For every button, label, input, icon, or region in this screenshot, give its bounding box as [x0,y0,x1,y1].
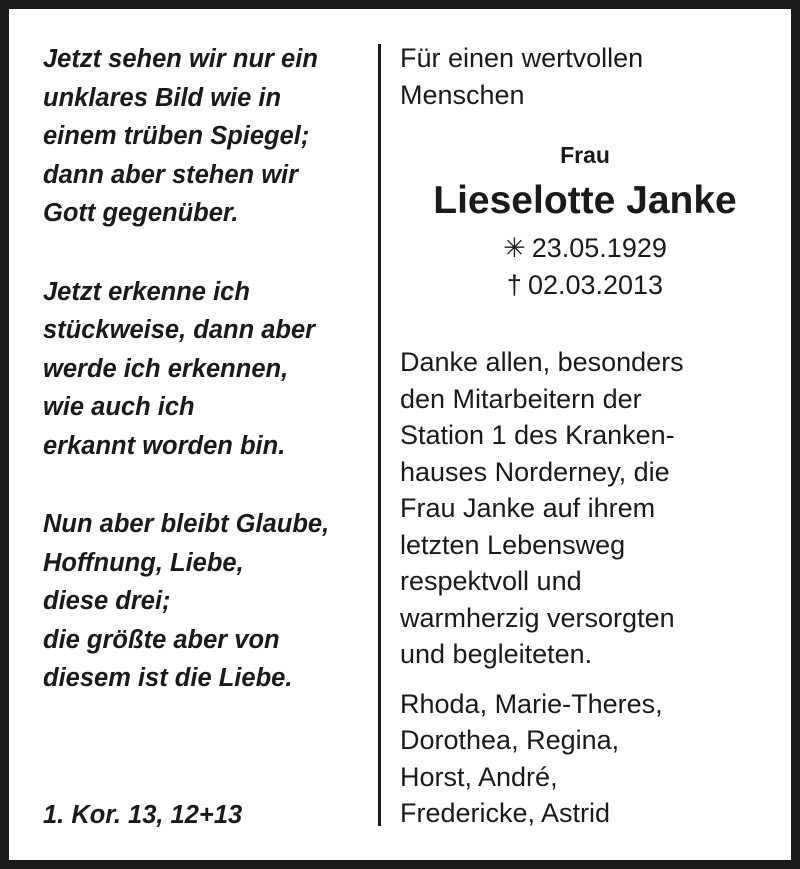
death-cross-icon: † [506,269,522,300]
intro-line: Für einen wertvollen [400,43,644,73]
mourners-line: Dorothea, Regina, [400,725,620,755]
mourners-line: Horst, André, [400,761,558,792]
deceased-name: Lieselotte Janke [433,179,737,222]
thanks-line: respektvoll und [400,566,582,596]
thanks-line: und begleiteten. [400,639,593,669]
mourners-list [400,686,770,832]
verse-line: diesem ist die Liebe. [43,664,293,692]
thanks-line: Station 1 des Kranken- [400,420,675,450]
column-divider [378,44,381,826]
verse-line: unklares Bild wie in [43,83,282,112]
intro-text [400,40,770,113]
mourners-line: Fredericke, Astrid [400,798,611,828]
verse-line: stückweise, dann aber [43,316,316,344]
thanks-line: hauses Norderney, die [400,456,670,487]
verse-line: Hoffnung, Liebe, [43,548,244,577]
verse-stanza [43,273,373,466]
mourners-line: Rhoda, Marie-Theres, [400,688,663,719]
bible-reference: 1. Kor. 13, 12+13 [43,801,243,829]
verse-line: Jetzt sehen wir nur ein [43,45,318,73]
verse-line: die größte aber von [43,625,280,654]
bible-verse [43,40,373,738]
verse-line: einem trüben Spiegel; [43,122,310,150]
thanks-text [400,344,770,673]
thanks-line: letzten Lebensweg [400,529,626,560]
verse-line: diese drei; [43,587,171,615]
death-date: 02.03.2013 [527,269,664,300]
thanks-line: Danke allen, besonders [400,347,684,377]
birth-date: 23.05.1929 [531,233,667,263]
verse-line: wie auch ich [43,393,195,421]
verse-stanza [43,40,373,233]
thanks-line: Frau Janke auf ihrem [400,493,656,523]
honorific: Frau [560,142,610,168]
verse-line: Jetzt erkenne ich [43,277,250,306]
life-dates [400,230,770,303]
verse-line: werde ich erkennen, [43,354,289,383]
birth-star-icon: ✳ [503,233,526,263]
obituary-column [400,40,770,832]
thanks-line: den Mitarbeitern der [400,383,642,414]
verse-stanza [43,505,373,698]
death-date-row [400,267,770,304]
verse-line: dann aber stehen wir [43,160,299,189]
verse-line: Gott gegenüber. [43,199,239,227]
verse-line: erkannt worden bin. [43,431,286,460]
thanks-line: warmherzig versorgten [400,602,675,633]
verse-line: Nun aber bleibt Glaube, [43,510,330,538]
intro-line: Menschen [400,79,525,110]
birth-date-row [400,230,770,267]
